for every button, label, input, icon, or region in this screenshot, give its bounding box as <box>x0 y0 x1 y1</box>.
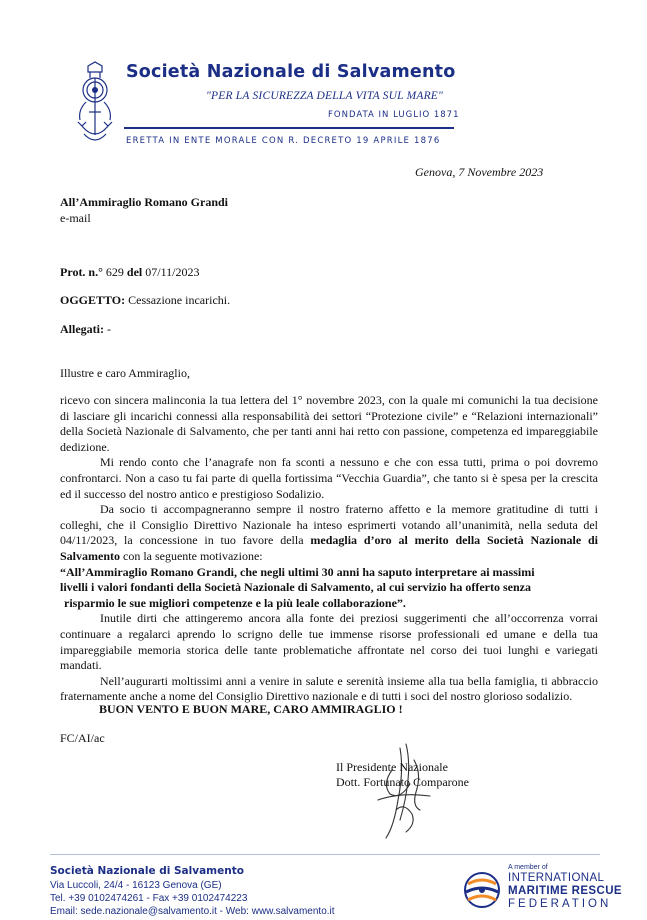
attachments-label: Allegati: <box>60 322 104 336</box>
closing-line: BUON VENTO E BUON MARE, CARO AMMIRAGLIO ! <box>99 702 403 716</box>
footer-contacts[interactable]: Email: sede.nazionale@salvamento.it - Web: www.salvamento.it <box>50 906 335 917</box>
motivation-line-2: livelli i valori fondanti della Società Nazionale di Salvamento, al cui servizio ha offerto senza <box>60 580 531 595</box>
anchor-emblem-icon <box>74 60 116 148</box>
greeting: Illustre e caro Ammiraglio, <box>60 366 190 380</box>
letterhead-motto: "PER LA SICUREZZA DELLA VITA SUL MARE" <box>206 90 444 102</box>
paragraph-3-end: con la seguente motivazione: <box>120 548 263 563</box>
attachments-text: - <box>104 322 111 336</box>
imrf-globe-icon <box>462 870 502 910</box>
signer-title: Il Presidente Nazionale <box>336 760 448 774</box>
subject-text: Cessazione incarichi. <box>125 293 231 307</box>
imrf-member-note: A member of <box>508 864 548 871</box>
paragraph-1: ricevo con sincera malinconia la tua lettera del 1° novembre 2023, con la quale mi comunichi la tua decisione di lasciare gli incarichi connessi alla responsabilità dei settori “Protezione civile” e “Relazioni internazionali” della Società Nazionale di Salvamento, che per tanti anni hai retto con passione, competenza ed impareggiabile dedizione. <box>60 393 598 454</box>
letterhead-org-name: Società Nazionale di Salvamento <box>126 62 456 82</box>
letter-date: Genova, 7 Novembre 2023 <box>415 165 544 179</box>
letterhead-divider <box>124 127 454 129</box>
signer-name: Dott. Fortunato Comparone <box>336 775 469 789</box>
paragraph-4: Inutile dirti che attingeremo ancora alla fonte dei preziosi suggerimenti che all’occorrenza vorrai continuare a regalarci aprendo lo scrigno delle tue immense risorse professionali ed umane e della tua impareggiabile memoria storica delle tante problematiche affrontate nel corso dei tuoi lunghi e variegati mandati. <box>60 611 598 673</box>
protocol-date: 07/11/2023 <box>142 265 200 279</box>
paragraph-3-start: Da socio ti accompagneranno sempre il nostro fraterno affetto e la memore gratitudine di tutti i colleghi, che il Consiglio Direttivo Nazionale ha inteso esprimerti votando all’unanimità, nella seduta del 04/11/2023, la concessione in tuo favore della <box>60 502 598 548</box>
footer-phone: Tel. +39 0102474261 - Fax +39 0102474223 <box>50 893 248 904</box>
protocol-del: del <box>126 265 143 279</box>
imrf-line-3: FEDERATION <box>508 898 612 910</box>
subject-label: OGGETTO: <box>60 293 126 307</box>
initials: FC/AI/ac <box>60 731 105 745</box>
motivation-line-3: risparmio le sue migliori competenze e la più leale collaborazione”. <box>64 595 406 610</box>
imrf-line-1: INTERNATIONAL <box>508 872 605 884</box>
letterhead-founded: FONDATA IN LUGLIO 1871 <box>328 110 460 120</box>
letter-body <box>60 393 598 705</box>
protocol-line <box>60 265 200 280</box>
subject-line <box>60 293 230 308</box>
attachments-line <box>60 322 111 337</box>
protocol-label: Prot. n.° <box>60 265 103 279</box>
footer-divider <box>50 854 600 855</box>
letterhead-erected: ERETTA IN ENTE MORALE CON R. DECRETO 19 APRILE 1876 <box>126 136 441 146</box>
medal-mention: medaglia d’oro al merito della Società Nazionale di Salvamento <box>60 533 598 563</box>
footer-org-name: Società Nazionale di Salvamento <box>50 865 244 877</box>
recipient-name: All’Ammiraglio Romano Grandi <box>60 195 228 209</box>
protocol-number: 629 <box>102 265 127 279</box>
paragraph-2: Mi rendo conto che l’anagrafe non fa sconti a nessuno e che con essa tutti, prima o poi dovremo confrontarci. Non a caso tu fai parte di quella fortissima “Vecchia Guardia”, che tanto si è spesa per la crescita ed il successo del nostro antico e prestigioso Sodalizio. <box>60 455 598 501</box>
paragraph-5: Nell’augurarti moltissimi anni a venire in salute e serenità insieme alla tua bella famiglia, ti abbraccio fraternamente anche a nome del Consiglio Direttivo nazionale e di tutti i soci del nostro glorioso sodalizio. <box>60 673 598 704</box>
imrf-line-2: MARITIME RESCUE <box>508 885 622 897</box>
handwritten-signature <box>370 740 440 844</box>
motivation-line-1: “All’Ammiraglio Romano Grandi, che negli ultimi 30 anni ha saputo interpretare ai massimi <box>60 564 535 579</box>
footer-address: Via Luccoli, 24/4 - 16123 Genova (GE) <box>50 880 222 891</box>
recipient-contact: e-mail <box>60 211 91 225</box>
paragraph-3 <box>60 502 598 564</box>
